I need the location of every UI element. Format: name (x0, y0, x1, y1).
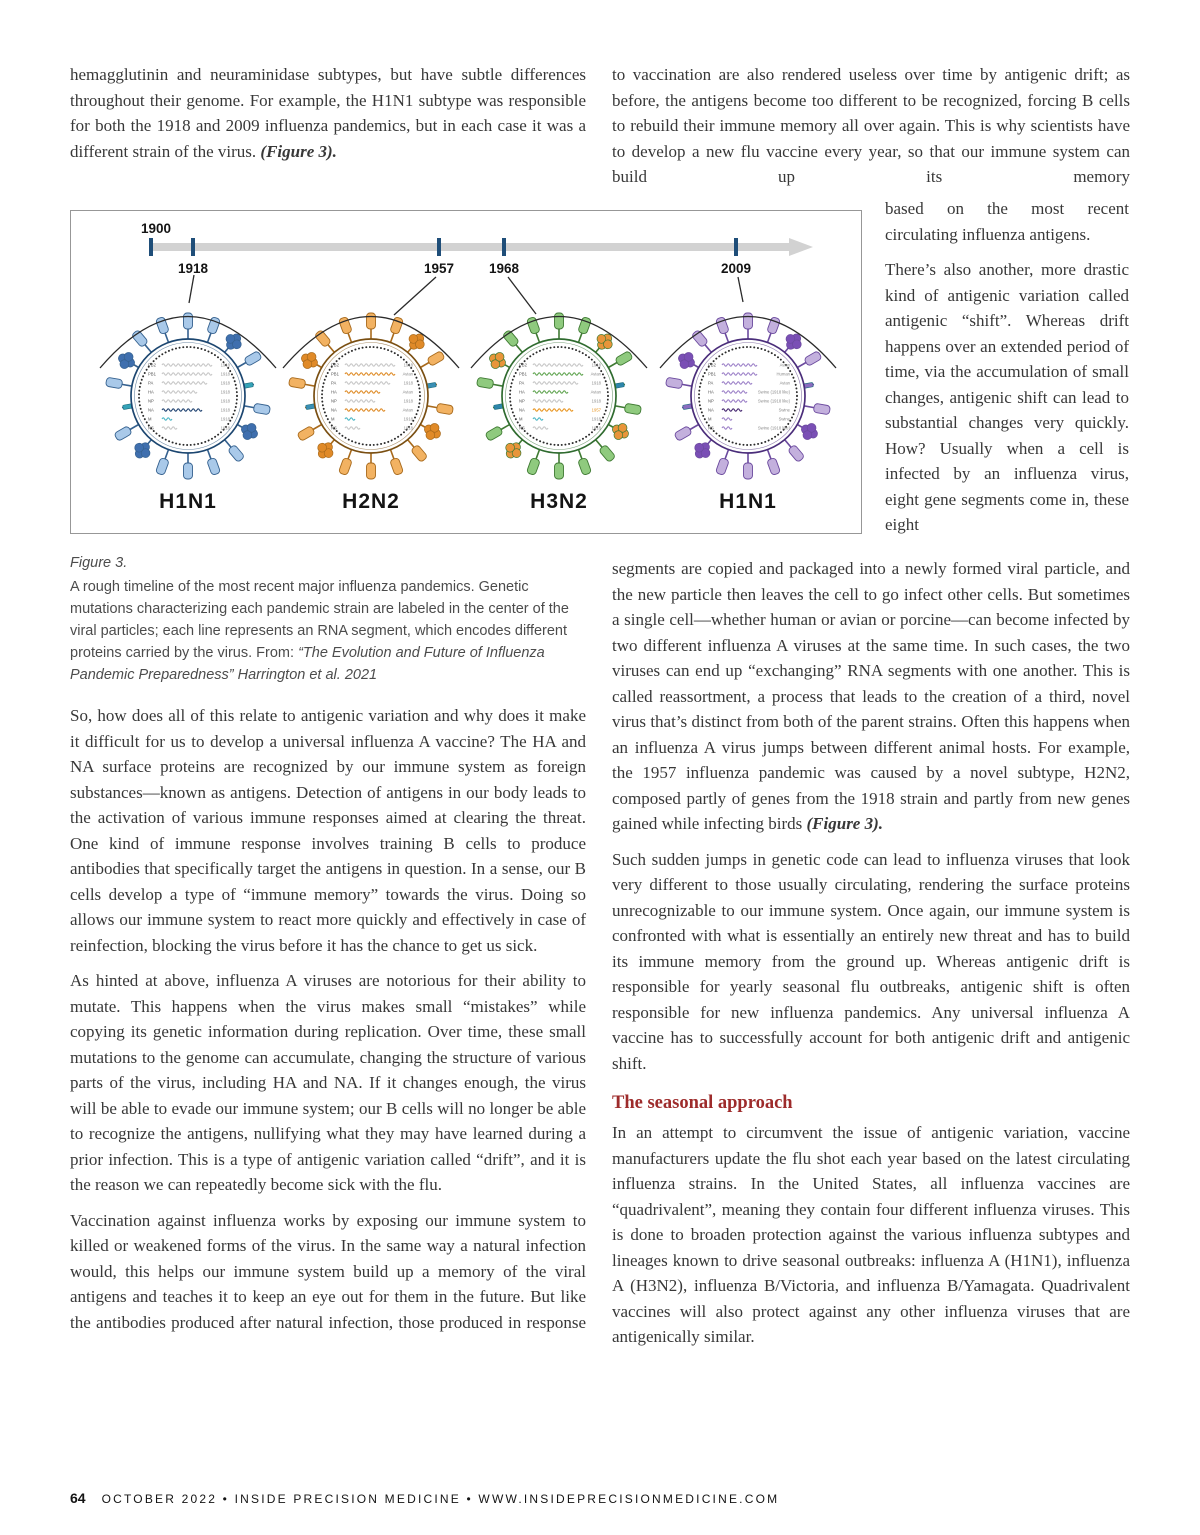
segment-origin-label: 1918 (220, 407, 230, 413)
page-footer (70, 1490, 779, 1506)
ha-spike (184, 313, 193, 329)
virus-subtype-label: H1N1 (159, 490, 217, 513)
segment-origin-label: Swine (778, 416, 790, 422)
segment-origin-label: 1918 (403, 425, 413, 431)
body-text: Such sudden jumps in genetic code can lead to influenza viruses that look very different to those usually circulating, rendering the surface proteins unrecognizable to our immune system. Once again, our immune system is confronted with what is essentially an entirely new threat and has to build its immune memory from the ground up. Whereas antigenic drift is responsible for yearly seasonal flu outbreaks, antigenic shift is often responsible for new influenza pandemics. Any universal influenza A vaccine has to successfully account for both antigenic drift and antigenic shift. (612, 849, 1130, 1073)
ha-spike (390, 457, 404, 475)
segment-origin-label: Avian (402, 389, 413, 395)
timeline-year-label: 2009 (720, 261, 752, 276)
gene-label: NA (708, 407, 714, 413)
ha-spike (624, 403, 641, 415)
gene-label: NP (331, 398, 337, 404)
ha-spike (207, 457, 221, 475)
gene-label: M (148, 416, 152, 422)
segment-origin-label: 1918 (403, 398, 413, 404)
figure-reference: (Figure 3). (260, 141, 337, 161)
virus-diagram-H2N2-1957 (288, 313, 453, 513)
gene-label: M (708, 416, 712, 422)
body-text: hemagglutinin and neuraminidase subtypes, but have subtle differences throughout their genome. For example, the H1N1 subtype was responsible for both the 1918 and 2009 influenza pandemics, but in each case it was a different strain of the virus. (70, 65, 586, 161)
timeline-year-label: 1918 (177, 261, 209, 276)
segment-origin-label: 1918 (220, 398, 230, 404)
rna-segment (345, 364, 395, 366)
gene-label: HA (519, 389, 525, 395)
ha-spike (555, 313, 564, 329)
body-text: As hinted at above, influenza A viruses are notorious for their ability to mutate. This happens when the virus makes small “mistakes” while copying its genetic information during replication. Over time, these small mutations to the genome can accumulate, changing the structure of various parts of the virus, including HA and NA. If it changes enough, the virus will be able to evade our immune system; our B cells will no longer be able to recognize the antigens, nullifying what they may have learned during a prior infection. This is a type of antigenic variation called “drift”, and it is the reason we can repeatedly become sick with the flu. (70, 971, 586, 1194)
timeline (141, 221, 813, 276)
virus-subtype-label: H1N1 (719, 490, 777, 513)
segment-origin-label: Avian (590, 371, 601, 377)
ha-spike (744, 313, 753, 329)
ha-spike (288, 377, 305, 389)
gene-label: PA (708, 380, 714, 386)
segment-origin-label: 1918 (220, 362, 230, 368)
body-text: In an attempt to circumvent the issue of antigenic variation, vaccine manufacturers update the flu shot each year based on the latest circulating influenza strains. In the United States, all influenza vaccines are “quadrivalent”, meaning they contain four different influenza viruses. This is done to broaden protection against the various influenza subtypes and lineages known to drive seasonal outbreaks: influenza A (H1N1), influenza A (H3N2), influenza B/Victoria, and influenza B/Yamagata. Quadrivalent vaccines will also protect against any other influenza viruses that are antigenically similar. (612, 1123, 1130, 1346)
figure-caption (70, 552, 586, 686)
timeline-tick-1900 (149, 238, 153, 256)
year-leader-line (189, 275, 194, 303)
ha-spike (436, 403, 453, 415)
ha-spike (767, 457, 781, 475)
segment-origin-label: Swine (1918 like) (757, 425, 790, 431)
segment-origin-label: Avian (590, 389, 601, 395)
segment-origin-label: 1957 (591, 407, 601, 413)
rna-segment (533, 373, 583, 375)
left-column-top (70, 62, 586, 174)
segment-origin-label: Avian (402, 407, 413, 413)
gene-label: NS (708, 425, 714, 431)
virus-subtype-label: H3N2 (530, 490, 588, 513)
gene-label: PB1 (331, 371, 339, 377)
influenza-pandemic-timeline-figure (71, 211, 861, 533)
body-text: There’s also another, more drastic kind of antigenic variation called antigenic “shift”. Whereas drift happens over an extended period of time, via the accumulation of small changes, antigenic shift can lead to substantial changes very quickly. How? Usually when a cell is infected by an influenza virus, eight gene segments come in, these eight (885, 260, 1129, 534)
ha-spike (674, 426, 692, 442)
figure-caption-source: “The Evolution and Future of Influenza Pandemic Preparedness” Harrington et al. 2021 (70, 645, 545, 683)
ha-spike (476, 377, 493, 389)
segment-origin-label: 1918 (220, 389, 230, 395)
body-text: segments are copied and packaged into a newly formed viral particle, and the new particle then leaves the cell to go infect other cells. But sometimes a single cell—whether human or avian or porcine—can become infected by two different influenza A viruses at the same time. In such cases, the two viruses can end up “exchanging” RNA segments with one another. This is called reassortment, a process that leads to the creation of a third, novel virus that’s distinct from both of the parent strains. Often this happens when an influenza A virus jumps between different animal hosts. For example, the 1957 influenza pandemic was caused by a novel subtype, H2N2, composed partly of genes from the 1918 strain and partly from new genes gained while infecting birds (612, 559, 1130, 833)
ha-spike (367, 463, 376, 479)
gene-label: NP (148, 398, 154, 404)
ha-spike (338, 457, 352, 475)
virus-diagram-H3N2-1968 (476, 313, 641, 513)
gene-label: PA (331, 380, 337, 386)
ha-spike (715, 457, 729, 475)
segment-origin-label: Swine (1918 like) (757, 389, 790, 395)
ha-spike (615, 351, 633, 367)
timeline-year-label: 1900 (141, 221, 172, 236)
segment-origin-label: 1918 (220, 380, 230, 386)
virus-diagram-H1N1-2009 (665, 313, 830, 513)
gene-label: PB1 (519, 371, 527, 377)
gene-label: NS (148, 425, 154, 431)
right-column-narrow (885, 196, 1129, 548)
rna-segment (533, 364, 583, 366)
timeline-tick-1968 (502, 238, 506, 256)
ha-spike (105, 377, 122, 389)
gene-label: NS (331, 425, 337, 431)
segment-origin-label: 1918 (591, 416, 601, 422)
segment-origin-label: 1918 (591, 398, 601, 404)
gene-label: PA (519, 380, 525, 386)
rna-segment (162, 364, 212, 366)
gene-label: NP (708, 398, 714, 404)
ha-spike (114, 426, 132, 442)
gene-label: PB1 (148, 371, 156, 377)
gene-label: PB2 (148, 362, 156, 368)
gene-label: HA (708, 389, 714, 395)
segment-origin-label: 1918 (220, 371, 230, 377)
year-leader-line (738, 277, 743, 302)
ha-spike (804, 351, 822, 367)
virus-diagram-H1N1-1918 (105, 313, 270, 513)
gene-label: NS (519, 425, 525, 431)
body-text: to vaccination are also rendered useless over time by antigenic drift; as before, the antigens become too different to be recognized, forcing B cells to rebuild their immune memory all over again. This is why scientists have to develop a new flu vaccine every year, so that our immune system can build up its memory (612, 65, 1130, 186)
timeline-tick-1957 (437, 238, 441, 256)
year-leader-line (394, 277, 436, 315)
figure-caption-label: Figure 3. (70, 555, 128, 571)
gene-label: M (519, 416, 523, 422)
ha-spike (155, 457, 169, 475)
segment-origin-label: 1918 (403, 416, 413, 422)
left-column-lower (70, 703, 586, 1345)
ha-spike (297, 426, 315, 442)
gene-label: NA (148, 407, 154, 413)
year-leader-line (508, 277, 536, 314)
gene-label: NP (519, 398, 525, 404)
gene-label: NA (519, 407, 525, 413)
ha-spike (244, 351, 262, 367)
body-text: based on the most recent circulating influenza antigens. (885, 199, 1129, 244)
segment-origin-label: Avian (779, 362, 790, 368)
ha-spike (555, 463, 564, 479)
gene-label: PB1 (708, 371, 716, 377)
ha-spike (485, 426, 503, 442)
gene-label: M (331, 416, 335, 422)
footer-text: OCTOBER 2022 • INSIDE PRECISION MEDICINE • WWW.INSIDEPRECISIONMEDICINE.COM (101, 1492, 780, 1506)
section-heading: The seasonal approach (612, 1093, 793, 1113)
gene-label: PB2 (331, 362, 339, 368)
right-column-lower (612, 556, 1130, 1360)
figure-3-box (70, 210, 862, 534)
rna-segment (162, 373, 212, 375)
gene-label: PB2 (519, 362, 527, 368)
segment-origin-label: 1918 (591, 362, 601, 368)
segment-origin-label: 1918 (403, 380, 413, 386)
segment-origin-label: Swine (778, 407, 790, 413)
figure-reference: (Figure 3). (806, 814, 884, 833)
gene-label: PA (148, 380, 154, 386)
figure-caption-body: A rough timeline of the most recent major influenza pandemics. Genetic mutations characterizing each pandemic strain are labeled in the center of the viral particles; each line represents an RNA segment, which encodes different proteins carried by the virus. From: (70, 579, 569, 661)
timeline-tick-1918 (191, 238, 195, 256)
ha-spike (744, 463, 753, 479)
page-number: 64 (70, 1490, 86, 1506)
gene-label: HA (331, 389, 337, 395)
segment-origin-label: 1918 (591, 425, 601, 431)
ha-spike (253, 403, 270, 415)
virus-subtype-label: H2N2 (342, 490, 400, 513)
body-text: So, how does all of this relate to antigenic variation and why does it make it difficult for us to develop a universal influenza A vaccine? The HA and NA surface proteins are recognized by our immune system as foreign substances—known as antigens. Detection of antigens in our body leads to the activation of various immune responses aimed at clearing the threat. One kind of immune response involves training B cells to produce antibodies that specifically target the antigens in question. In a sense, our B cells develop a type of “immune memory” towards the virus. Doing so allows our immune system to react more quickly and effectively in case of reinfection, blocking the virus before it has the chance to get us sick. (70, 706, 586, 955)
segment-origin-label: Avian (402, 371, 413, 377)
timeline-tick-2009 (734, 238, 738, 256)
body-text: Vaccination against influenza works by exposing our immune system to killed or weakened forms of the virus. In the same way a natural infection would, this helps our immune system build up a memory of the viral antigens and teaches it to keep an eye out for them in the future. But like the antibodies produced after natural infection, those produced in response (70, 1210, 586, 1332)
ha-spike (367, 313, 376, 329)
rna-segment (345, 373, 395, 375)
gene-label: NA (331, 407, 337, 413)
segment-origin-label: Avian (779, 380, 790, 386)
segment-origin-label: Human (776, 371, 790, 377)
segment-origin-label: 1918 (220, 416, 230, 422)
gene-label: HA (148, 389, 154, 395)
segment-origin-label: 1918 (591, 380, 601, 386)
ha-spike (184, 463, 193, 479)
timeline-year-label: 1968 (488, 261, 520, 276)
ha-spike (427, 351, 445, 367)
segment-origin-label: Swine (1918 like) (757, 398, 790, 404)
gene-label: PB2 (708, 362, 716, 368)
segment-origin-label: 1918 (403, 362, 413, 368)
ha-spike (813, 403, 830, 415)
ha-spike (665, 377, 682, 389)
timeline-year-label: 1957 (423, 261, 455, 276)
ha-spike (526, 457, 540, 475)
segment-origin-label: 1918 (220, 425, 230, 431)
right-column-top (612, 62, 1130, 200)
ha-spike (578, 457, 592, 475)
